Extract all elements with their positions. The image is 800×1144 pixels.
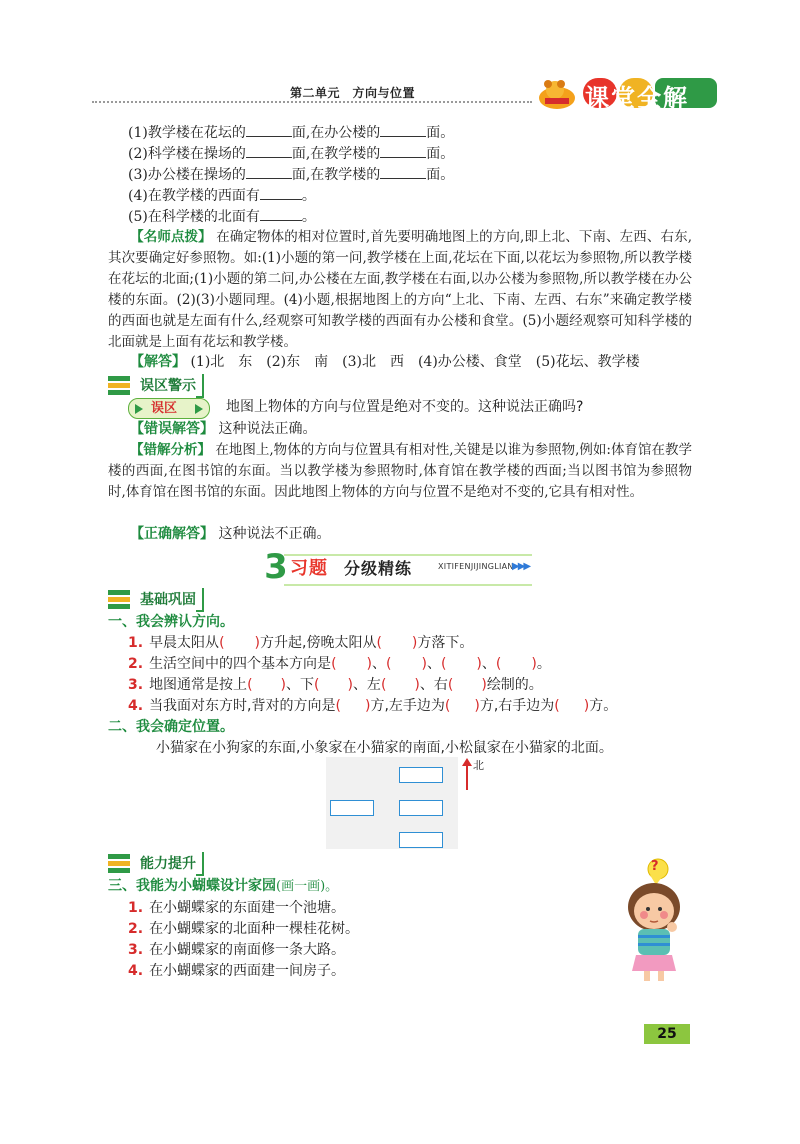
- paren-close: ): [531, 656, 537, 672]
- item-text: 、左: [352, 677, 381, 693]
- correct-answer-text: 这种说法不正确。: [218, 526, 331, 542]
- answer-text: (1)北 东 (2)东 南 (3)北 西 (4)办公楼、食堂 (5)花坛、教学楼: [190, 354, 640, 370]
- error-analysis-text: 在地图上,物体的方向与位置具有相对性,关键是以谁为参照物,例如:体育馆在教学楼的西面,在图书馆的东面。当以教学楼为参照物时,体育馆在教学楼的西面;当以图书馆为参照物时,体育馆在图书馆的东面。因此地图上物体的方向与位置不是绝对不变的,它具有相对性。: [108, 442, 693, 500]
- example-q3-c: 面。: [426, 167, 455, 183]
- example-q3: [128, 164, 454, 185]
- item-text: 当我面对东方时,背对的方向是: [149, 698, 336, 714]
- item-text: 在小蝴蝶家的南面修一条大路。: [149, 942, 346, 958]
- paren-close: ): [421, 656, 427, 672]
- header-title: 第二单元 方向与位置: [290, 86, 416, 100]
- blank: [260, 185, 302, 200]
- blank: [380, 143, 426, 158]
- paren-open: (: [331, 656, 337, 672]
- item-separator: 、: [372, 656, 386, 672]
- triangle-icon: [195, 404, 203, 414]
- paren-open: (: [380, 677, 387, 693]
- answer-box-bottom[interactable]: [399, 832, 443, 848]
- correct-answer-line: [130, 524, 330, 544]
- basic-item-1: [128, 633, 473, 653]
- basic-item-2: [128, 654, 551, 674]
- example-q2: [128, 143, 454, 164]
- paren-open: (: [440, 656, 447, 672]
- answer-line: [130, 352, 640, 372]
- advanced-item-3: [128, 940, 345, 960]
- blank: [246, 143, 292, 158]
- item-text: 方升起,傍晚太阳从: [260, 635, 377, 651]
- item-number: 2.: [128, 656, 144, 672]
- header-divider: [92, 101, 532, 103]
- paren-close: ): [254, 635, 260, 651]
- correct-answer-label: 【正确解答】: [130, 526, 214, 542]
- paren-open: (: [554, 698, 560, 714]
- paren-close: ): [414, 677, 420, 693]
- position-diagram: [326, 757, 458, 849]
- part1-title: 一、我会辨认方向。: [108, 614, 234, 630]
- basic-item-3: [128, 675, 543, 695]
- item-text: 方落下。: [417, 635, 474, 651]
- example-q3-b: 面,在教学楼的: [291, 167, 381, 183]
- question-mark-icon: ?: [651, 859, 659, 874]
- item-text: 方,左手边为: [370, 698, 445, 714]
- answer-box-left[interactable]: [330, 800, 374, 816]
- paren-close: ): [364, 698, 371, 714]
- item-text: 在小蝴蝶家的东面建一个池塘。: [149, 900, 346, 916]
- item-number: 1.: [128, 635, 144, 651]
- item-text: 方,右手边为: [479, 698, 555, 714]
- advanced-item-1: [128, 898, 345, 918]
- misconception-section-label: 误区警示: [140, 378, 196, 394]
- paren-open: (: [247, 677, 253, 693]
- item-text: 在小蝴蝶家的西面建一间房子。: [149, 963, 346, 979]
- logo-text: 课堂全解: [585, 84, 689, 112]
- example-q2-c: 面。: [426, 146, 455, 162]
- blank: [380, 122, 426, 137]
- example-q4-a: (4)在教学楼的西面有: [128, 188, 260, 204]
- wrong-answer-text: 这种说法正确。: [218, 421, 317, 437]
- basic-section-label: 基础巩固: [140, 592, 196, 608]
- example-q4-b: 。: [301, 188, 316, 204]
- item-text: 绘制的。: [486, 677, 543, 693]
- triangle-icon: [135, 404, 143, 414]
- example-q1-a: (1)教学楼在花坛的: [128, 125, 246, 141]
- answer-box-top[interactable]: [399, 767, 443, 783]
- wrong-answer-label: 【错误解答】: [130, 421, 214, 437]
- item-separator: 、: [426, 656, 441, 672]
- item-number: 3.: [128, 942, 144, 958]
- item-number: 3.: [128, 677, 144, 693]
- basic-item-4: [128, 696, 617, 716]
- banner-xiti: 习题: [290, 558, 328, 579]
- item-text: 、右: [419, 677, 448, 693]
- blank: [380, 164, 426, 179]
- item-text: 在小蝴蝶家的北面种一棵桂花树。: [149, 921, 360, 937]
- basic-section-badge: [108, 588, 204, 610]
- answer-label: 【解答】: [130, 354, 186, 370]
- paren-close: ): [583, 698, 590, 714]
- paren-close: ): [280, 677, 286, 693]
- paren-open: (: [219, 635, 225, 651]
- item-text: 。: [536, 656, 551, 672]
- answer-box-center[interactable]: [399, 800, 443, 816]
- example-q4: [128, 185, 316, 206]
- paren-open: (: [444, 698, 451, 714]
- example-q1: [128, 122, 454, 143]
- example-q1-b: 面,在办公楼的: [291, 125, 381, 141]
- logo: [535, 76, 720, 110]
- paren-close: ): [474, 698, 480, 714]
- blank: [246, 122, 292, 137]
- example-q1-c: 面。: [426, 125, 455, 141]
- paren-open: (: [495, 656, 502, 672]
- paren-open: (: [376, 635, 382, 651]
- paren-close: ): [481, 677, 487, 693]
- paren-close: ): [476, 656, 482, 672]
- paren-close: ): [411, 635, 418, 651]
- example-q5-a: (5)在科学楼的北面有: [128, 209, 260, 225]
- example-q2-b: 面,在教学楼的: [291, 146, 381, 162]
- teacher-tip: [108, 227, 692, 353]
- item-separator: 、: [481, 656, 496, 672]
- item-number: 4.: [128, 963, 144, 979]
- item-number: 2.: [128, 921, 144, 937]
- error-analysis-label: 【错解分析】: [130, 442, 212, 458]
- girl-icon: [618, 855, 690, 983]
- blank: [260, 206, 302, 221]
- misconception-question: 地图上物体的方向与位置是绝对不变的。这种说法正确吗?: [226, 399, 584, 415]
- paren-open: (: [335, 698, 341, 714]
- item-text: 、下: [286, 677, 314, 693]
- north-arrow-shaft: [466, 762, 468, 790]
- advanced-item-4: [128, 961, 345, 981]
- error-analysis: [108, 440, 692, 503]
- thinking-girl-illustration: [618, 855, 690, 983]
- example-q2-a: (2)科学楼在操场的: [128, 146, 246, 162]
- exercise-banner: [258, 548, 538, 588]
- paren-close: ): [347, 677, 353, 693]
- item-number: 4.: [128, 698, 144, 714]
- misconception-pill-label: 误区: [151, 401, 178, 416]
- teacher-tip-label: 【名师点拨】: [130, 229, 212, 245]
- wrong-answer-line: [130, 419, 316, 439]
- banner-number: 3: [264, 547, 288, 587]
- advanced-section-label: 能力提升: [140, 856, 196, 872]
- paren-open: (: [447, 677, 454, 693]
- banner-title: 分级精练: [344, 559, 413, 578]
- example-q3-a: (3)办公楼在操场的: [128, 167, 246, 183]
- item-text: 早晨太阳从: [149, 635, 220, 651]
- part2-text: 小猫家在小狗家的东面,小象家在小猫家的南面,小松鼠家在小猫家的北面。: [156, 740, 613, 756]
- paren-close: ): [366, 656, 372, 672]
- part3-title-note: (画一画)。: [276, 879, 339, 894]
- paren-open: (: [386, 656, 392, 672]
- item-text: 生活空间中的四个基本方向是: [149, 656, 332, 672]
- part3-title-main: 三、我能为小蝴蝶设计家园: [108, 878, 276, 894]
- blank: [246, 164, 292, 179]
- chevron-right-icon: ▶▶▶: [512, 561, 530, 572]
- misconception-pill: [128, 398, 210, 419]
- advanced-section-badge: [108, 852, 204, 874]
- banner-pinyin: XITIFENJIJINGLIAN: [438, 562, 514, 571]
- misconception-section-badge: [108, 374, 204, 396]
- example-q5: [128, 206, 316, 227]
- item-text: 方。: [589, 698, 618, 714]
- north-label: 北: [473, 759, 484, 772]
- item-text: 地图通常是按上: [149, 677, 248, 693]
- part3-title: [108, 876, 338, 897]
- advanced-item-2: [128, 919, 359, 939]
- teacher-tip-text: 在确定物体的相对位置时,首先要明确地图上的方向,即上北、下南、左西、右东,其次要确定好参照物。如:(1)小题的第一问,教学楼在上面,花坛在下面,以花坛为参照物,所以教学楼在花坛的北面;(1)小题的第二问,办公楼在左面,教学楼在右面,以办公楼为参照物,所以教学楼在办公楼的东面。(2)(3)小题同理。(4)小题,根据地图上的方向“上北、下南、左西、右东”来确定教学楼的西面也就是左面有什么,经观察可知教学楼的西面有办公楼和食堂。(5)小题经观察可知科学楼的北面就是上面有花坛和教学楼。: [108, 229, 693, 350]
- page-number: 25: [644, 1024, 690, 1044]
- item-number: 1.: [128, 900, 144, 916]
- part2-title: 二、我会确定位置。: [108, 719, 234, 735]
- paren-open: (: [314, 677, 320, 693]
- example-q5-b: 。: [301, 209, 316, 225]
